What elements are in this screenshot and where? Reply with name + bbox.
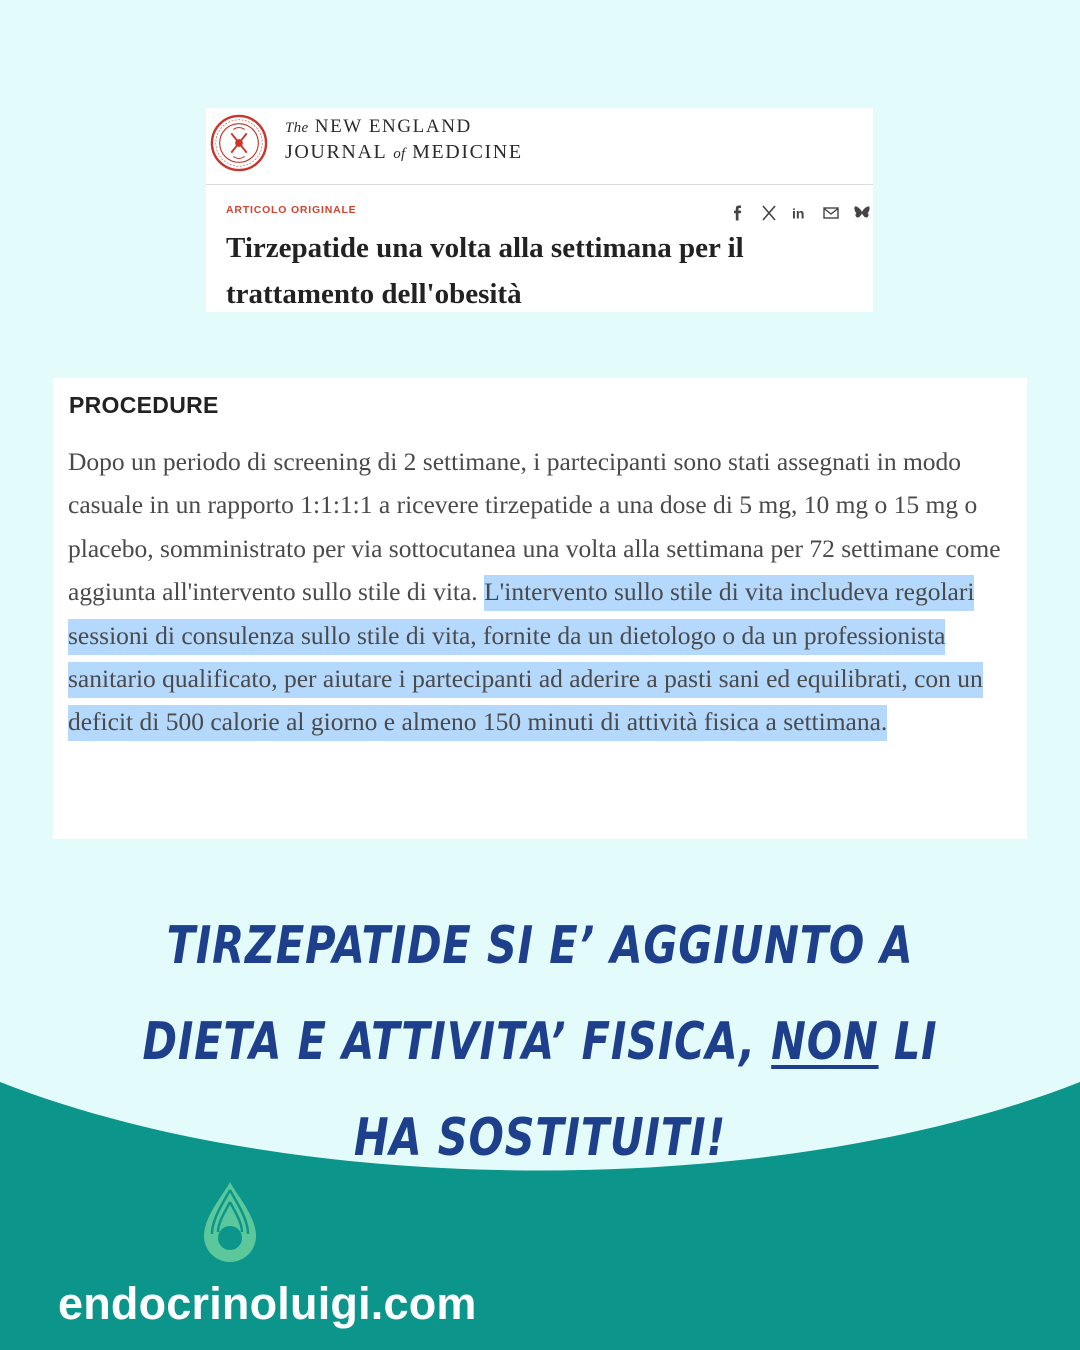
nejm-seal-icon — [210, 114, 268, 172]
headline-part-2: LI HA SOSTITUITI! — [353, 1012, 938, 1168]
procedure-text — [68, 440, 1018, 744]
svg-text:in: in — [792, 205, 805, 221]
procedure-excerpt — [53, 378, 1027, 839]
headline-underlined-word: NON — [771, 1012, 879, 1072]
journal-line-1: NEW ENGLAND — [314, 116, 472, 137]
journal-masthead — [206, 108, 873, 185]
bluesky-icon[interactable] — [852, 205, 872, 221]
journal-line-2b: MEDICINE — [412, 141, 523, 163]
procedure-heading: PROCEDURE — [69, 392, 219, 418]
article-title: Tirzepatide una volta alla settimana per il trattamento dell'obesità — [226, 232, 744, 310]
x-icon[interactable] — [759, 205, 779, 221]
journal-line-2a: JOURNAL — [285, 141, 387, 163]
share-toolbar — [728, 204, 872, 222]
journal-name — [285, 116, 523, 166]
website-url[interactable]: endocrinoluigi.com — [58, 1278, 477, 1329]
headline — [140, 898, 940, 1186]
linkedin-icon[interactable] — [790, 205, 810, 221]
drop-icon — [198, 1180, 262, 1266]
facebook-icon[interactable] — [728, 205, 748, 221]
journal-of: of — [393, 146, 406, 162]
journal-prefix: The — [285, 120, 309, 136]
email-icon[interactable] — [821, 205, 841, 221]
headline-part-1: TIRZEPATIDE SI E’ AGGIUNTO A DIETA E ATTIVITA’ FISICA, — [142, 916, 914, 1072]
nejm-article-header — [206, 108, 873, 312]
article-type-label: ARTICOLO ORIGINALE — [226, 204, 357, 216]
procedure-text-plain: Dopo un periodo di screening di 2 settimane, i partecipanti sono stati assegnati in modo casuale in un rapporto 1:1:1:1 a ricevere tirzepatide a una dose di 5 mg, 10 mg o 15 mg o placebo, somministrato per via sottocutanea una volta alla settimana per 72 settimane come aggiunta all'intervento sullo stile di vita. — [68, 447, 1001, 607]
procedure-text-highlighted: L'intervento sullo stile di vita includeva regolari sessioni di consulenza sullo stile di vita, fornite da un dietologo o da un professionista sanitario qualificato, per aiutare i partecipanti ad aderire a pasti sani ed equilibrati, con un deficit di 500 calorie al giorno e almeno 150 minuti di attività fisica a settimana. — [68, 575, 983, 741]
